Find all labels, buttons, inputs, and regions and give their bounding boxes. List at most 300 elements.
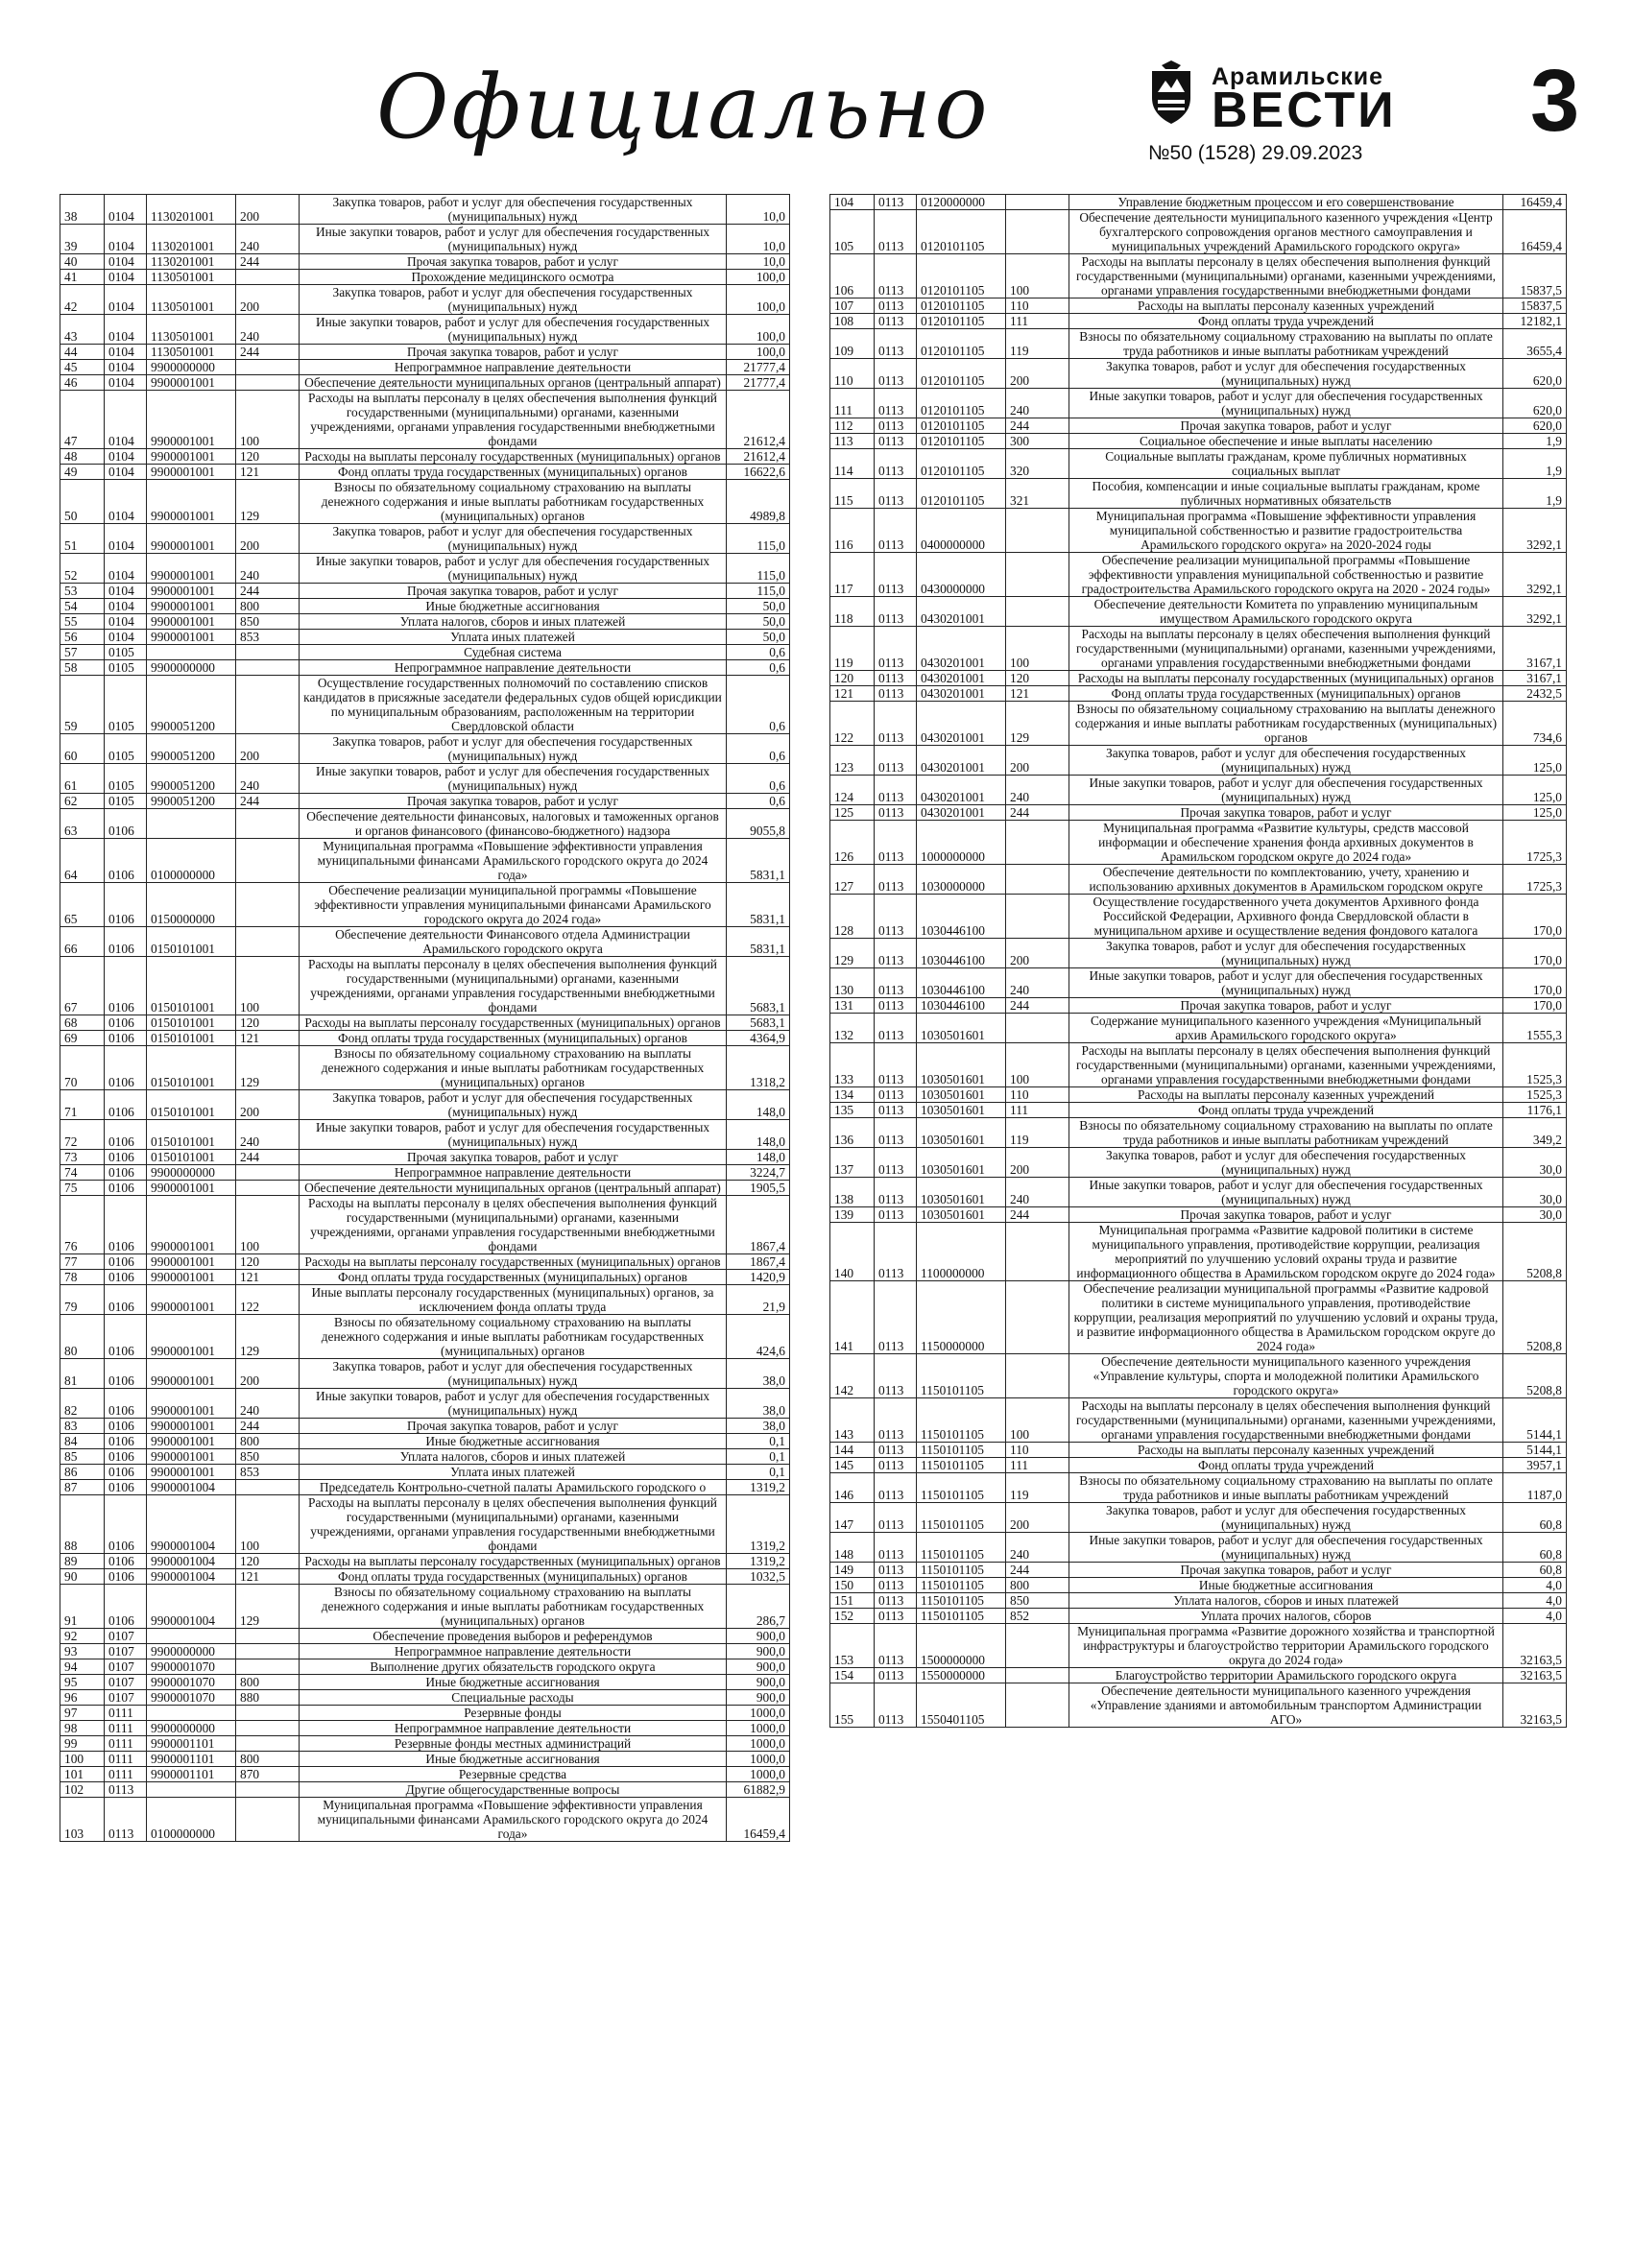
expense-code: 300 [1006, 434, 1069, 449]
expense-code: 200 [236, 1359, 300, 1389]
target-code: 9900001001 [147, 465, 236, 480]
table-row [830, 509, 1567, 553]
expense-code: 240 [236, 554, 300, 584]
table-row [830, 210, 1567, 254]
item-name: Прочая закупка товаров, работ и услуг [300, 584, 727, 599]
target-code: 9900000000 [147, 1721, 236, 1736]
target-code: 0120101105 [917, 449, 1006, 479]
target-code: 9900001001 [147, 524, 236, 554]
item-name: Муниципальная программа «Развитие культуры, средств массовой информации и обеспечение хранения фонда архивных документов в Арамильском городском округе до 2024 года» [1069, 821, 1503, 865]
item-name: Муниципальная программа «Повышение эффективности управления муниципальными финансами Арамильского городского округа до 2024 года» [300, 839, 727, 883]
table-row [60, 1495, 790, 1554]
table-row [830, 418, 1567, 434]
item-name: Иные закупки товаров, работ и услуг для обеспечения государственных (муниципальных) нужд [1069, 776, 1503, 805]
target-code: 1030446100 [917, 895, 1006, 939]
expense-code: 121 [236, 1270, 300, 1285]
section-code: 0113 [875, 1443, 917, 1458]
table-row [830, 329, 1567, 359]
target-code: 0120101105 [917, 434, 1006, 449]
expense-code: 129 [236, 480, 300, 524]
item-name: Уплата налогов, сборов и иных платежей [300, 1449, 727, 1465]
section-code: 0106 [105, 1031, 147, 1046]
expense-code: 129 [236, 1315, 300, 1359]
expense-code: 244 [1006, 418, 1069, 434]
target-code [147, 1629, 236, 1644]
target-code: 1150101105 [917, 1609, 1006, 1624]
item-name: Непрограммное направление деятельности [300, 1644, 727, 1659]
section-code: 0106 [105, 1315, 147, 1359]
section-code: 0113 [875, 210, 917, 254]
item-name: Благоустройство территории Арамильского городского округа [1069, 1668, 1503, 1683]
amount: 1319,2 [727, 1480, 790, 1495]
table-row [60, 676, 790, 734]
section-code: 0106 [105, 1389, 147, 1419]
amount: 61882,9 [727, 1782, 790, 1798]
amount: 170,0 [1503, 998, 1567, 1014]
section-code: 0111 [105, 1767, 147, 1782]
item-name: Фонд оплаты труда государственных (муниципальных) органов [300, 1270, 727, 1285]
expense-code: 100 [236, 391, 300, 449]
row-number: 121 [830, 686, 875, 702]
amount: 4364,9 [727, 1031, 790, 1046]
expense-code: 111 [1006, 314, 1069, 329]
expense-code [1006, 210, 1069, 254]
expense-code [236, 1644, 300, 1659]
row-number: 61 [60, 764, 105, 794]
item-name: Уплата прочих налогов, сборов [1069, 1609, 1503, 1624]
table-row [830, 968, 1567, 998]
target-code: 9900001001 [147, 614, 236, 630]
row-number: 69 [60, 1031, 105, 1046]
row-number: 148 [830, 1533, 875, 1563]
amount: 38,0 [727, 1359, 790, 1389]
row-number: 66 [60, 927, 105, 957]
table-row [60, 254, 790, 270]
expense-code: 121 [236, 465, 300, 480]
amount: 115,0 [727, 584, 790, 599]
table-row [60, 645, 790, 660]
row-number: 44 [60, 345, 105, 360]
expense-code [236, 645, 300, 660]
section-code: 0113 [875, 1683, 917, 1728]
table-row [60, 465, 790, 480]
expense-code: 200 [1006, 746, 1069, 776]
table-row [60, 449, 790, 465]
amount: 5208,8 [1503, 1281, 1567, 1354]
row-number: 97 [60, 1706, 105, 1721]
expense-code [236, 1736, 300, 1752]
expense-code: 240 [1006, 968, 1069, 998]
section-code: 0104 [105, 270, 147, 285]
amount: 3224,7 [727, 1165, 790, 1181]
item-name: Закупка товаров, работ и услуг для обеспечения государственных (муниципальных) нужд [300, 1090, 727, 1120]
table-row [830, 553, 1567, 597]
item-name: Прочая закупка товаров, работ и услуг [1069, 418, 1503, 434]
target-code: 1130201001 [147, 225, 236, 254]
expense-code: 120 [236, 1254, 300, 1270]
expense-code: 200 [236, 195, 300, 225]
table-row [60, 1254, 790, 1270]
section-code: 0113 [875, 479, 917, 509]
table-row [60, 1675, 790, 1690]
table-row [830, 1593, 1567, 1609]
table-row [830, 298, 1567, 314]
section-code: 0113 [875, 1223, 917, 1281]
item-name: Иные бюджетные ассигнования [300, 1752, 727, 1767]
section-code: 0113 [875, 1178, 917, 1207]
target-code: 1130201001 [147, 254, 236, 270]
amount: 60,8 [1503, 1503, 1567, 1533]
expense-code: 240 [236, 225, 300, 254]
expense-code [1006, 195, 1069, 210]
item-name: Иные закупки товаров, работ и услуг для обеспечения государственных (муниципальных) нужд [300, 1389, 727, 1419]
item-name: Обеспечение деятельности муниципального казенного учреждения «Управление зданиями и автомобильным транспортом Администрации АГО» [1069, 1683, 1503, 1728]
table-row [60, 270, 790, 285]
target-code: 0150101001 [147, 927, 236, 957]
item-name: Выполнение других обязательств городского округа [300, 1659, 727, 1675]
item-name: Обеспечение деятельности муниципальных органов (центральный аппарат) [300, 1181, 727, 1196]
target-code: 1130501001 [147, 270, 236, 285]
table-row [60, 1449, 790, 1465]
section-code: 0113 [875, 1148, 917, 1178]
row-number: 135 [830, 1103, 875, 1118]
table-row [830, 776, 1567, 805]
target-code: 9900001004 [147, 1569, 236, 1585]
target-code: 9900001001 [147, 1285, 236, 1315]
amount: 1867,4 [727, 1196, 790, 1254]
row-number: 75 [60, 1181, 105, 1196]
expense-code: 110 [1006, 298, 1069, 314]
section-code: 0107 [105, 1644, 147, 1659]
expense-code: 244 [1006, 998, 1069, 1014]
expense-code: 110 [1006, 1087, 1069, 1103]
section-code: 0113 [875, 671, 917, 686]
amount: 5208,8 [1503, 1354, 1567, 1398]
item-name: Расходы на выплаты персоналу в целях обеспечения выполнения функций государственными (муниципальными) органами, казенными учреждениями, органами управления государственными внебюджетными фондами [300, 957, 727, 1015]
section-code: 0104 [105, 630, 147, 645]
section-code: 0106 [105, 1196, 147, 1254]
expense-code: 244 [1006, 805, 1069, 821]
section-code: 0113 [875, 1668, 917, 1683]
section-code: 0113 [875, 1458, 917, 1473]
section-code: 0113 [875, 1503, 917, 1533]
row-number: 132 [830, 1014, 875, 1043]
amount: 286,7 [727, 1585, 790, 1629]
item-name: Председатель Контрольно-счетной палаты Арамильского городского о [300, 1480, 727, 1495]
section-code: 0111 [105, 1721, 147, 1736]
table-row [830, 1148, 1567, 1178]
item-name: Социальное обеспечение и иные выплаты населению [1069, 434, 1503, 449]
table-row [830, 1443, 1567, 1458]
table-row [830, 1458, 1567, 1473]
expense-code [236, 839, 300, 883]
target-code: 0430201001 [917, 686, 1006, 702]
row-number: 129 [830, 939, 875, 968]
amount: 1000,0 [727, 1706, 790, 1721]
section-code: 0113 [875, 1207, 917, 1223]
section-code: 0105 [105, 676, 147, 734]
table-row [60, 1434, 790, 1449]
table-row [60, 630, 790, 645]
row-number: 118 [830, 597, 875, 627]
row-number: 154 [830, 1668, 875, 1683]
table-row [60, 1389, 790, 1419]
expense-code [1006, 865, 1069, 895]
amount: 1000,0 [727, 1767, 790, 1782]
expense-code [236, 809, 300, 839]
item-name: Иные бюджетные ассигнования [300, 1675, 727, 1690]
target-code: 0430000000 [917, 553, 1006, 597]
row-number: 98 [60, 1721, 105, 1736]
item-name: Муниципальная программа «Повышение эффективности управления муниципальной собственностью и развитие градостроительства Арамильского городского округа» на 2020-2024 годы [1069, 509, 1503, 553]
row-number: 124 [830, 776, 875, 805]
row-number: 82 [60, 1389, 105, 1419]
item-name: Расходы на выплаты персоналу в целях обеспечения выполнения функций государственными (муниципальными) органами, казенными учреждениями, органами управления государственными внебюджетными фондами [1069, 1043, 1503, 1087]
item-name: Взносы по обязательному социальному страхованию на выплаты денежного содержания и иные выплаты работникам государственных (муниципальных) органов [300, 480, 727, 524]
amount: 1319,2 [727, 1495, 790, 1554]
table-row [830, 746, 1567, 776]
row-number: 155 [830, 1683, 875, 1728]
amount: 60,8 [1503, 1533, 1567, 1563]
section-title: Официально [376, 56, 991, 158]
section-code: 0111 [105, 1736, 147, 1752]
expense-code: 850 [1006, 1593, 1069, 1609]
amount: 1555,3 [1503, 1014, 1567, 1043]
issue-info: №50 (1528) 29.09.2023 [1148, 142, 1363, 164]
section-code: 0113 [875, 1473, 917, 1503]
target-code: 9900001070 [147, 1659, 236, 1675]
table-row [830, 821, 1567, 865]
amount: 21,9 [727, 1285, 790, 1315]
item-name: Прохождение медицинского осмотра [300, 270, 727, 285]
expense-code [236, 1782, 300, 1798]
row-number: 83 [60, 1419, 105, 1434]
table-row [60, 1767, 790, 1782]
expense-code [236, 927, 300, 957]
section-code: 0113 [875, 1043, 917, 1087]
expense-code: 121 [1006, 686, 1069, 702]
item-name: Непрограммное направление деятельности [300, 360, 727, 375]
amount: 1176,1 [1503, 1103, 1567, 1118]
expense-code: 129 [236, 1046, 300, 1090]
table-row [60, 1090, 790, 1120]
brand-name-small: Арамильские [1212, 63, 1384, 90]
section-code: 0106 [105, 809, 147, 839]
table-row [830, 479, 1567, 509]
target-code: 0120101105 [917, 479, 1006, 509]
row-number: 45 [60, 360, 105, 375]
expense-code: 870 [236, 1767, 300, 1782]
table-row [60, 375, 790, 391]
table-row [830, 1624, 1567, 1668]
item-name: Закупка товаров, работ и услуг для обеспечения государственных (муниципальных) нужд [1069, 939, 1503, 968]
row-number: 99 [60, 1736, 105, 1752]
target-code: 0430201001 [917, 805, 1006, 821]
amount: 100,0 [727, 345, 790, 360]
expense-code: 200 [236, 734, 300, 764]
amount: 3167,1 [1503, 671, 1567, 686]
target-code: 9900001001 [147, 1434, 236, 1449]
amount: 620,0 [1503, 359, 1567, 389]
target-code: 1550000000 [917, 1668, 1006, 1683]
target-code: 0430201001 [917, 776, 1006, 805]
target-code: 9900001001 [147, 554, 236, 584]
expense-code: 200 [1006, 1503, 1069, 1533]
section-code: 0105 [105, 794, 147, 809]
target-code: 9900001001 [147, 1389, 236, 1419]
section-code: 0106 [105, 1480, 147, 1495]
table-row [60, 480, 790, 524]
table-row [60, 599, 790, 614]
target-code: 9900001101 [147, 1736, 236, 1752]
row-number: 108 [830, 314, 875, 329]
amount: 3655,4 [1503, 329, 1567, 359]
amount: 1725,3 [1503, 821, 1567, 865]
target-code: 9900001001 [147, 1315, 236, 1359]
table-row [60, 1181, 790, 1196]
table-row [60, 1752, 790, 1767]
amount: 21612,4 [727, 391, 790, 449]
expense-code: 129 [1006, 702, 1069, 746]
item-name: Взносы по обязательному социальному страхованию на выплаты по оплате труда работников и иные выплаты работникам учреждений [1069, 329, 1503, 359]
row-number: 93 [60, 1644, 105, 1659]
row-number: 88 [60, 1495, 105, 1554]
item-name: Обеспечение деятельности муниципального казенного учреждения «Центр бухгалтерского сопровождения органов местного самоуправления и муниципальных учреждений Арамильского городского округа» [1069, 210, 1503, 254]
item-name: Непрограммное направление деятельности [300, 1721, 727, 1736]
table-row [60, 1165, 790, 1181]
expense-code: 244 [236, 1150, 300, 1165]
amount: 4989,8 [727, 480, 790, 524]
section-code: 0104 [105, 254, 147, 270]
expense-code [236, 1165, 300, 1181]
target-code: 9900001001 [147, 1449, 236, 1465]
expense-code [1006, 821, 1069, 865]
expense-code [1006, 1281, 1069, 1354]
table-row [60, 195, 790, 225]
item-name: Фонд оплаты труда государственных (муниципальных) органов [300, 465, 727, 480]
row-number: 125 [830, 805, 875, 821]
table-row [60, 360, 790, 375]
target-code: 1030501601 [917, 1207, 1006, 1223]
table-row [60, 225, 790, 254]
table-row [830, 805, 1567, 821]
target-code: 1030501601 [917, 1103, 1006, 1118]
row-number: 100 [60, 1752, 105, 1767]
item-name: Закупка товаров, работ и услуг для обеспечения государственных (муниципальных) нужд [1069, 746, 1503, 776]
table-row [830, 1578, 1567, 1593]
row-number: 139 [830, 1207, 875, 1223]
table-row [60, 1015, 790, 1031]
item-name: Фонд оплаты труда учреждений [1069, 1103, 1503, 1118]
item-name: Прочая закупка товаров, работ и услуг [1069, 1563, 1503, 1578]
table-row [830, 1043, 1567, 1087]
amount: 170,0 [1503, 939, 1567, 968]
table-row [830, 434, 1567, 449]
amount: 170,0 [1503, 968, 1567, 998]
target-code: 1030446100 [917, 939, 1006, 968]
expense-code: 850 [236, 1449, 300, 1465]
table-row [830, 895, 1567, 939]
table-row [830, 359, 1567, 389]
table-row [60, 1554, 790, 1569]
section-code: 0113 [105, 1798, 147, 1842]
section-code: 0104 [105, 345, 147, 360]
section-code: 0106 [105, 1465, 147, 1480]
expense-code: 244 [236, 254, 300, 270]
row-number: 138 [830, 1178, 875, 1207]
target-code: 0430201001 [917, 627, 1006, 671]
section-code: 0106 [105, 883, 147, 927]
expense-code: 240 [236, 764, 300, 794]
item-name: Расходы на выплаты персоналу в целях обеспечения выполнения функций государственными (муниципальными) органами, казенными учреждениями, органами управления государственными внебюджетными фондами [300, 1495, 727, 1554]
expense-code [236, 1721, 300, 1736]
item-name: Иные закупки товаров, работ и услуг для обеспечения государственных (муниципальных) нужд [1069, 968, 1503, 998]
item-name: Обеспечение деятельности финансовых, налоговых и таможенных органов и органов финансового (финансово-бюджетного) надзора [300, 809, 727, 839]
item-name: Расходы на выплаты персоналу государственных (муниципальных) органов [1069, 671, 1503, 686]
row-number: 136 [830, 1118, 875, 1148]
section-code: 0113 [875, 746, 917, 776]
row-number: 59 [60, 676, 105, 734]
expense-code: 244 [236, 1419, 300, 1434]
row-number: 116 [830, 509, 875, 553]
section-code: 0104 [105, 599, 147, 614]
expense-code: 100 [1006, 1043, 1069, 1087]
row-number: 73 [60, 1150, 105, 1165]
table-row [60, 1659, 790, 1675]
expense-code: 800 [236, 1675, 300, 1690]
target-code: 1030446100 [917, 968, 1006, 998]
item-name: Фонд оплаты труда государственных (муниципальных) органов [1069, 686, 1503, 702]
expense-code: 121 [236, 1569, 300, 1585]
table-row [830, 865, 1567, 895]
amount: 0,6 [727, 676, 790, 734]
row-number: 143 [830, 1398, 875, 1443]
masthead [0, 0, 1633, 192]
table-row [830, 449, 1567, 479]
amount: 1319,2 [727, 1554, 790, 1569]
row-number: 113 [830, 434, 875, 449]
row-number: 58 [60, 660, 105, 676]
row-number: 137 [830, 1148, 875, 1178]
row-number: 84 [60, 1434, 105, 1449]
row-number: 152 [830, 1609, 875, 1624]
amount: 5144,1 [1503, 1398, 1567, 1443]
section-code: 0106 [105, 1120, 147, 1150]
item-name: Взносы по обязательному социальному страхованию на выплаты по оплате труда работников и иные выплаты работникам учреждений [1069, 1473, 1503, 1503]
item-name: Прочая закупка товаров, работ и услуг [1069, 998, 1503, 1014]
target-code: 9900000000 [147, 360, 236, 375]
target-code: 1150101105 [917, 1593, 1006, 1609]
table-row [830, 1118, 1567, 1148]
table-row [60, 734, 790, 764]
item-name: Фонд оплаты труда учреждений [1069, 1458, 1503, 1473]
section-code: 0113 [875, 1354, 917, 1398]
amount: 16459,4 [727, 1798, 790, 1842]
row-number: 107 [830, 298, 875, 314]
section-code: 0106 [105, 1359, 147, 1389]
row-number: 117 [830, 553, 875, 597]
expense-code: 320 [1006, 449, 1069, 479]
expense-code: 853 [236, 630, 300, 645]
amount: 734,6 [1503, 702, 1567, 746]
row-number: 46 [60, 375, 105, 391]
amount: 16622,6 [727, 465, 790, 480]
table-row [60, 660, 790, 676]
row-number: 95 [60, 1675, 105, 1690]
row-number: 111 [830, 389, 875, 418]
section-code: 0105 [105, 660, 147, 676]
item-name: Обеспечение реализации муниципальной программы «Повышение эффективности управления муниципальной собственностью и развитие градостроительства Арамильского городского округа на 2020 - 2024 годы» [1069, 553, 1503, 597]
